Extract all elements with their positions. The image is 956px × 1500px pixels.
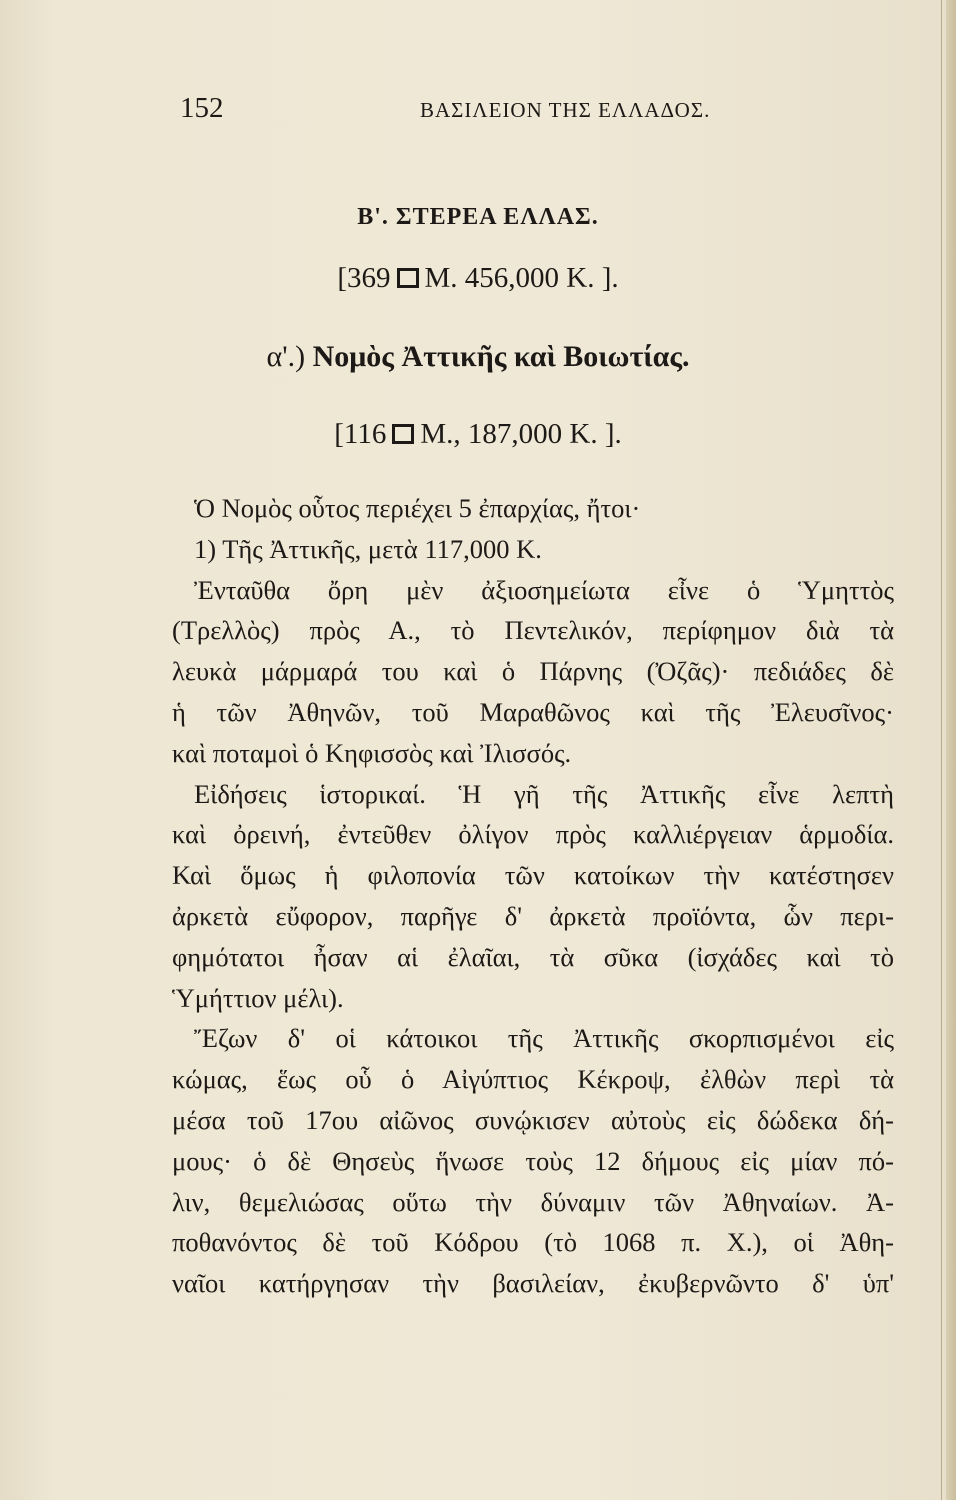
text-line: Καὶ ὅμως ἡ φιλοπονία τῶν κατοίκων τὴν κατέστησεν xyxy=(172,860,894,891)
text-line: Ὑμήττιον μέλι). xyxy=(172,982,344,1013)
page-number: 152 xyxy=(180,92,224,124)
subtitle-prefix: α'.) xyxy=(266,340,313,373)
text-line: 1) Τῆς Ἀττικῆς, μετὰ 117,000 Κ. xyxy=(194,533,542,564)
nomos-stats-population: Μ., 187,000 Κ. ]. xyxy=(420,418,622,450)
region-stats xyxy=(0,262,956,295)
square-unit-icon xyxy=(397,268,419,288)
section-title: Β'. ΣΤΕΡΕΑ ΕΛΛΑΣ. xyxy=(357,204,599,230)
text-line: Ἔζων δ' οἱ κάτοικοι τῆς Ἀττικῆς σκορπισμένοι εἰς xyxy=(194,1023,894,1054)
text-line: μέσα τοῦ 17ου αἰῶνος συνῴκισεν αὐτοὺς εἰς δώδεκα δή- xyxy=(172,1104,894,1135)
body-text xyxy=(172,488,894,1304)
text-line: ναῖοι κατήργησαν τὴν βασιλείαν, ἐκυβερνῶντο δ' ὑπ' xyxy=(172,1268,894,1299)
text-line: κώμας, ἕως οὗ ὁ Αἰγύπτιος Κέκροψ, ἐλθὼν περὶ τὰ xyxy=(172,1064,894,1095)
text-line: Ἐνταῦθα ὄρη μὲν ἀξιοσημείωτα εἶνε ὁ Ὑμηττὸς xyxy=(194,574,894,605)
text-line: ποθανόντος δὲ τοῦ Κόδρου (τὸ 1068 π. Χ.), οἱ Ἀθη- xyxy=(172,1227,894,1258)
text-line: καὶ ποταμοὶ ὁ Κηφισσὸς καὶ Ἰλισσός. xyxy=(172,737,572,768)
running-head: ΒΑΣΙΛΕΙΟΝ ΤΗΣ ΕΛΛΑΔΟΣ. xyxy=(420,98,711,122)
text-line: λιν, θεμελιώσας οὕτω τὴν δύναμιν τῶν Ἀθηναίων. Ἀ- xyxy=(172,1186,894,1217)
text-line: φημότατοι ἦσαν αἱ ἐλαῖαι, τὰ σῦκα (ἰσχάδες καὶ τὸ xyxy=(172,941,894,972)
text-line: λευκὰ μάρμαρά του καὶ ὁ Πάρνης (Ὀζᾶς)· πεδιάδες δὲ xyxy=(172,656,894,687)
region-stats-population: Μ. 456,000 Κ. ]. xyxy=(424,262,619,294)
region-stats-area: [369 xyxy=(337,262,391,294)
page-header xyxy=(180,92,780,136)
square-unit-icon xyxy=(392,424,414,444)
text-line: ἀρκετὰ εὔφορον, παρῆγε δ' ἀρκετὰ προϊόντα, ὧν περι- xyxy=(172,900,894,931)
text-line: Ὁ Νομὸς οὗτος περιέχει 5 ἐπαρχίας, ἤτοι· xyxy=(194,493,641,523)
text-line: ἡ τῶν Ἀθηνῶν, τοῦ Μαραθῶνος καὶ τῆς Ἐλευσῖνος· xyxy=(172,696,894,727)
text-line: (Τρελλὸς) πρὸς Α., τὸ Πεντελικόν, περίφημον διὰ τὰ xyxy=(172,615,894,646)
text-line: καὶ ὀρεινή, ἐντεῦθεν ὀλίγον πρὸς καλλιέργειαν ἁρμοδία. xyxy=(172,819,894,850)
nomos-stats xyxy=(0,418,956,451)
nomos-subtitle xyxy=(0,340,956,374)
text-line: μους· ὁ δὲ Θησεὺς ἥνωσε τοὺς 12 δήμους εἰς μίαν πό- xyxy=(172,1145,894,1176)
nomos-stats-area: [116 xyxy=(334,418,387,450)
subtitle-name: Νομὸς Ἀττικῆς καὶ Βοιωτίας. xyxy=(312,340,690,373)
text-line: Εἰδήσεις ἱστορικαί. Ἡ γῆ τῆς Ἀττικῆς εἶνε λεπτὴ xyxy=(194,778,894,809)
